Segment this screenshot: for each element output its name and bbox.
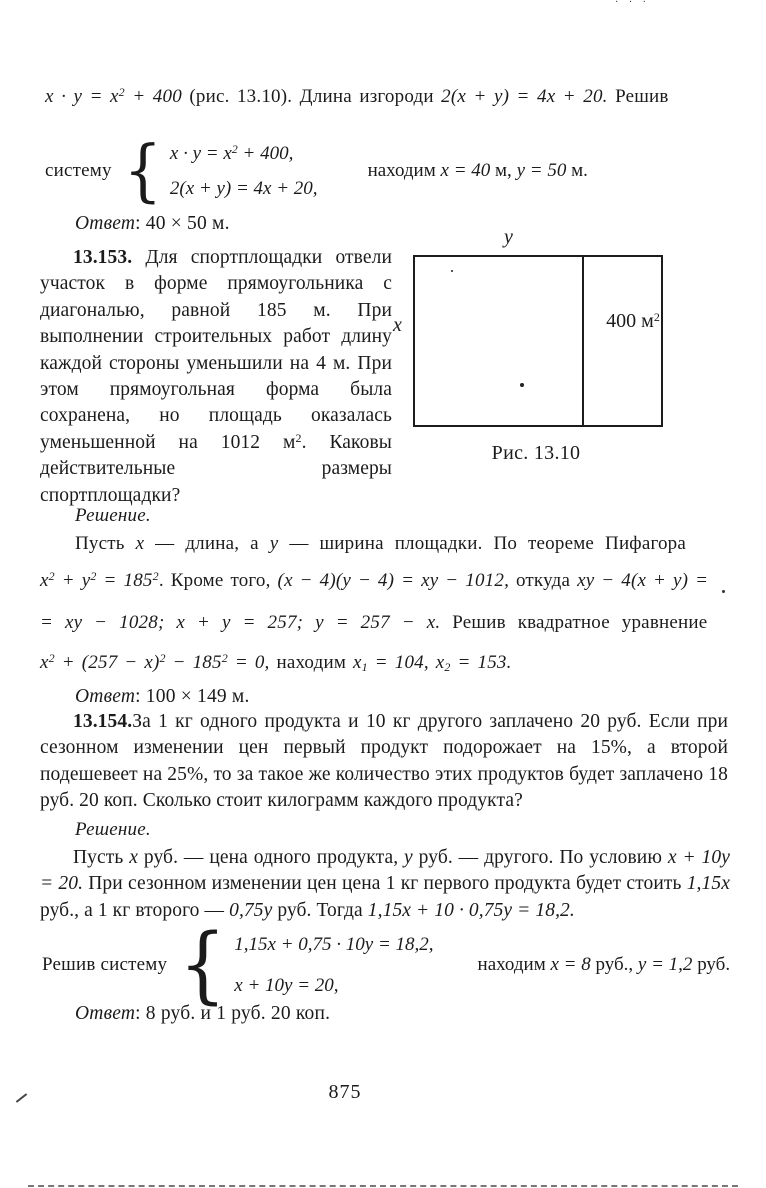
formula-segment: = 185 xyxy=(96,570,153,591)
figure-area-label xyxy=(564,310,702,333)
formula-segment: y xyxy=(404,847,413,868)
subscript: 1 xyxy=(361,660,368,674)
problem-text: За 1 кг одного продукта и 10 кг другого заплачено 20 руб. Если при сезонном изменении цен первый продукт подорожает на 15%, а второй подешевеет на 25%, то за такое же количество этих продуктов будет заплачено 18 руб. 20 коп. Сколько стоит килограмм каждого продукта? xyxy=(40,711,728,812)
text-segment: . Кроме того, xyxy=(158,570,278,591)
page-number: 875 xyxy=(328,1081,362,1103)
answer-1 xyxy=(75,213,230,235)
text-segment: находим xyxy=(367,160,441,181)
formula-segment: x · y = x xyxy=(169,143,232,164)
solution-153-line-3 xyxy=(40,612,707,634)
intro-equation-line xyxy=(45,86,669,108)
text-segment: руб., xyxy=(590,954,638,975)
formula-segment: 0,75y xyxy=(229,899,273,921)
problem-text: . Каковы действительные размеры спортплощадки? xyxy=(40,431,392,506)
problem-number: 13.153. xyxy=(73,247,133,268)
formula-segment: x xyxy=(40,570,49,591)
solution-label-154: Решение. xyxy=(75,819,151,840)
text-segment: руб. Тогда xyxy=(272,899,368,921)
solution-153-line-2 xyxy=(40,570,708,592)
system-label: Решив систему xyxy=(42,954,168,975)
formula-segment: + 400, xyxy=(237,143,294,164)
left-brace: { xyxy=(179,916,227,1014)
system-equations xyxy=(170,136,318,206)
figure-caption: Рис. 13.10 xyxy=(491,442,581,464)
formula-segment: = 104, x xyxy=(367,652,445,673)
equation-2: x + 10y = 20, xyxy=(234,975,339,996)
formula-segment: x = 40 xyxy=(440,160,491,181)
formula-segment: y = 50 xyxy=(516,160,567,181)
text-segment: Решив xyxy=(607,86,669,107)
problem-text: Для спортплощадки отвели участок в форме прямоугольника с диагональю, равной 185 м. При выполнении строительных работ длину каждой стороны уменьшили на 4 м. При этом прямоугольная форма была сохранена, но площадь оказалась уменьшенной на 1012 м xyxy=(40,247,392,453)
solution-153-line-1 xyxy=(75,533,686,555)
formula-segment: y = 1,2 xyxy=(637,954,693,975)
text-segment: Пусть xyxy=(73,847,130,868)
text-segment: м, xyxy=(490,160,517,181)
formula-segment: x xyxy=(353,652,362,673)
answer-value: : 100 × 149 м. xyxy=(135,686,250,707)
superscript: 2 xyxy=(118,85,125,99)
formula-segment: x xyxy=(129,847,139,868)
formula-segment: x xyxy=(40,652,49,673)
formula-segment: (x − 4)(y − 4) = xy − 1012, xyxy=(277,570,510,591)
answer-value: : 8 руб. и 1 руб. 20 коп. xyxy=(135,1003,331,1024)
subscript: 2 xyxy=(444,660,451,674)
answer-label: Ответ xyxy=(75,213,136,234)
formula-segment: + y xyxy=(54,570,91,591)
answer-2 xyxy=(75,686,250,708)
answer-label: Ответ xyxy=(75,1003,136,1024)
left-brace: { xyxy=(123,131,162,211)
text-segment: 400 м xyxy=(606,310,654,332)
scan-artifact-top-dots: · · · xyxy=(615,0,650,8)
system-result xyxy=(478,954,731,976)
rectangle-divider-line xyxy=(582,257,584,425)
system-result xyxy=(368,160,588,182)
answer-3 xyxy=(75,1003,330,1025)
superscript: 2 xyxy=(221,651,228,665)
equation-1 xyxy=(170,136,318,171)
answer-value: : 40 × 50 м. xyxy=(135,213,230,234)
system-equations xyxy=(234,924,433,1006)
scan-artifact-slash xyxy=(16,1093,27,1103)
formula-segment: − 185 xyxy=(165,652,222,673)
problem-13-154-paragraph xyxy=(40,709,728,815)
text-segment: руб., а 1 кг второго — xyxy=(40,899,230,921)
text-segment: руб. — цена одного продукта, xyxy=(138,847,405,868)
formula-segment: x = 8 xyxy=(550,954,591,975)
text-segment: находим xyxy=(269,652,353,673)
text-segment: — ширина площадки. По теореме Пифагора xyxy=(278,533,687,554)
problem-13-153-paragraph xyxy=(40,245,392,509)
formula-segment: + 400 xyxy=(124,86,182,107)
figure-top-label: y xyxy=(504,226,513,248)
text-segment: руб. xyxy=(692,954,731,975)
superscript: 2 xyxy=(653,310,660,324)
formula-segment: = 153. xyxy=(450,652,512,673)
scan-artifact-dot xyxy=(520,383,524,387)
superscript: 2 xyxy=(295,430,302,445)
text-segment: находим xyxy=(477,954,551,975)
equation-1: 1,15x + 0,75 · 10y = 18,2, xyxy=(234,934,434,955)
text-segment: — длина, а xyxy=(144,533,270,554)
formula-segment: xy − 4(x + y) = xyxy=(577,570,709,591)
formula-segment: x xyxy=(135,533,145,554)
superscript: 2 xyxy=(159,651,166,665)
formula-segment: 1,15x + 10 · 0,75y = 18,2. xyxy=(367,899,575,921)
solution-label-153: Решение. xyxy=(75,505,151,526)
formula-segment: = xy − 1028; x + y = 257; y = 257 − x. xyxy=(40,612,441,633)
figure-left-label: x xyxy=(393,314,402,336)
solution-154-paragraph xyxy=(40,845,730,924)
superscript: 2 xyxy=(48,651,55,665)
superscript: 2 xyxy=(90,569,97,583)
equation-2: 2(x + y) = 4x + 20, xyxy=(169,178,318,199)
text-segment: Решив квадратное уравнение xyxy=(440,612,708,633)
formula-segment: + (257 − x) xyxy=(54,652,160,673)
problem-number: 13.154. xyxy=(73,711,133,732)
scan-artifact-bottom-line xyxy=(28,1185,738,1187)
formula-segment: x · y = x xyxy=(45,86,119,107)
text-segment: откуда xyxy=(509,570,578,591)
formula-segment: 2(x + y) = 4x + 20. xyxy=(441,86,608,107)
figure-13-10 xyxy=(392,226,702,476)
formula-segment: x + 10y = 20. xyxy=(40,847,730,895)
superscript: 2 xyxy=(231,142,238,156)
text-segment: Пусть xyxy=(75,533,136,554)
superscript: 2 xyxy=(48,569,55,583)
scan-artifact-dot xyxy=(722,590,725,593)
text-segment: (рис. 13.10). Длина изгороди xyxy=(181,86,442,107)
formula-segment: 1,15x xyxy=(686,873,730,895)
rectangle-diagram xyxy=(413,255,663,427)
formula-segment: y xyxy=(269,533,279,554)
equation-system-1 xyxy=(45,133,588,209)
formula-segment: = 0, xyxy=(227,652,270,673)
system-label: систему xyxy=(45,160,112,181)
scan-artifact-dot xyxy=(451,270,453,272)
text-segment: м. xyxy=(566,160,588,181)
superscript: 2 xyxy=(152,569,159,583)
answer-label: Ответ xyxy=(75,686,136,707)
text-segment: При сезонном изменении цен цена 1 кг первого продукта будет стоить xyxy=(83,873,687,895)
solution-153-line-4 xyxy=(40,652,512,674)
text-segment: руб. — другого. По условию xyxy=(412,847,668,868)
